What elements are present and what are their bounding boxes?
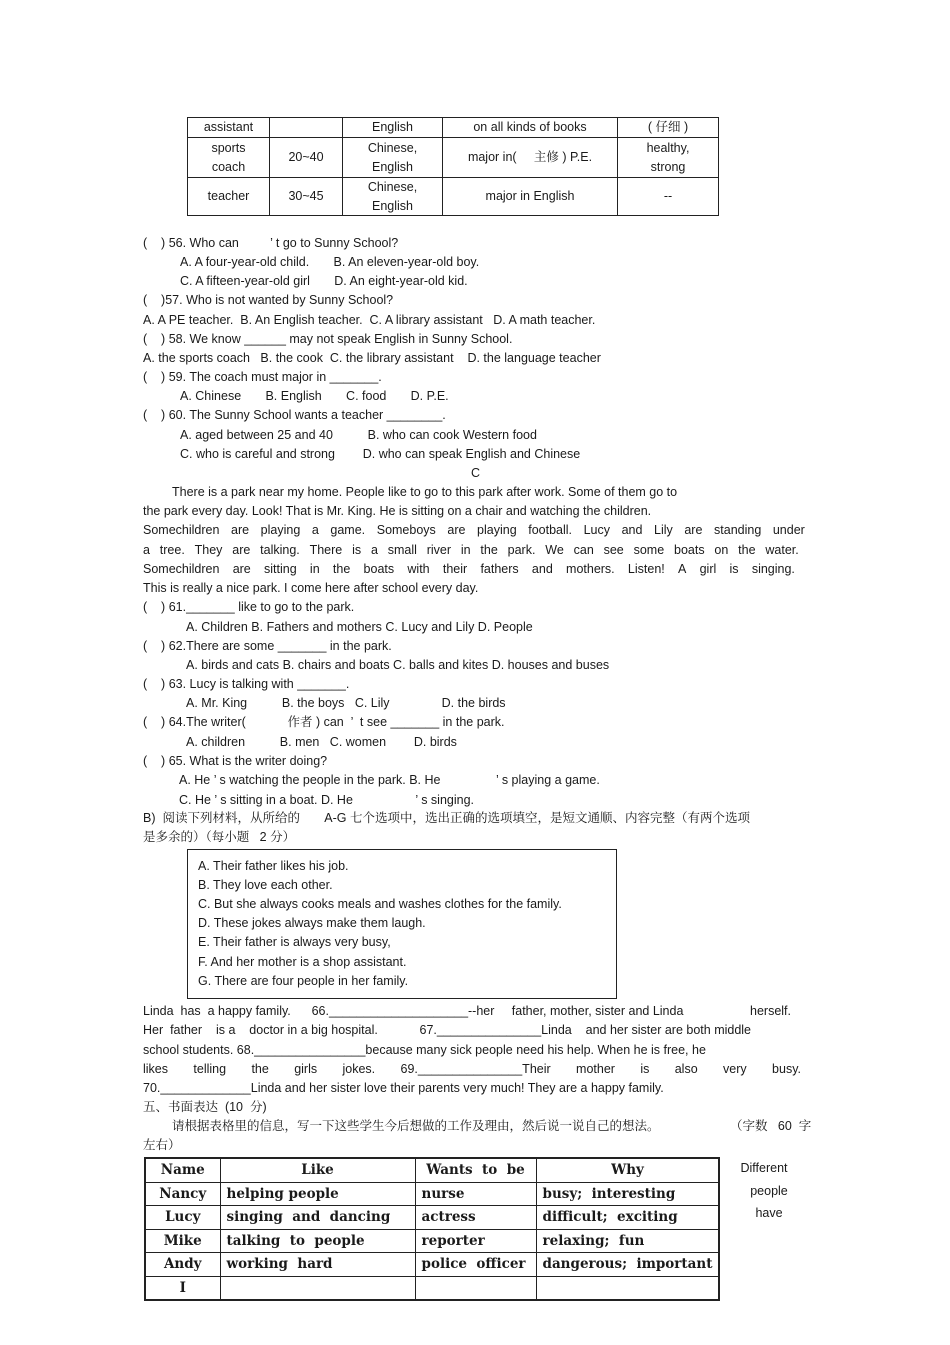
word: playing — [260, 523, 301, 537]
cell: Chinese, English — [343, 138, 443, 178]
word: and — [621, 523, 643, 537]
options-56-ab: A. A four-year-old child. B. An eleven-year-old boy. — [180, 255, 480, 269]
side-text: people — [750, 1184, 788, 1198]
table-row — [145, 1276, 719, 1300]
question-62: ( ) 62.There are some _______ in the park. — [143, 639, 392, 653]
why-cell: relaxing; fun — [536, 1229, 719, 1253]
options-64: A. children B. men C. women D. birds — [186, 735, 457, 749]
name-cell: Lucy — [145, 1206, 220, 1230]
word: They — [194, 543, 223, 557]
word: with — [407, 562, 430, 576]
header-wants: Wants to be — [415, 1158, 536, 1182]
options-63: A. Mr. King B. the boys C. Lily D. the birds — [186, 696, 506, 710]
cloze-instruction: B) 阅读下列材料，从所给的 A-G 七个选项中，选出正确的选项填空，是短文通顺、内容完整（有两个选项 — [143, 811, 750, 825]
table-header-row — [145, 1158, 719, 1182]
cloze-passage-line: Her father is a doctor in a big hospital. 67._______________Linda and her sister are both middle — [143, 1023, 752, 1037]
cell: healthy, strong — [618, 138, 719, 178]
word: We — [545, 543, 564, 557]
word: are — [684, 523, 703, 537]
options-60-ab: A. aged between 25 and 40 B. who can cook Western food — [180, 428, 537, 442]
passage-line-justified — [143, 560, 795, 579]
word: are — [231, 523, 250, 537]
word: mothers. — [566, 562, 615, 576]
cell: -- — [618, 178, 719, 216]
cloze-instruction: 是多余的）（每小题 2 分） — [143, 830, 296, 844]
word: the — [480, 543, 498, 557]
writing-instruction: 请根据表格里的信息，写一下这些学生今后想做的工作及理由，然后说一说自己的想法。 — [172, 1119, 660, 1133]
word: see — [603, 543, 624, 557]
word: river — [426, 543, 452, 557]
question-64: ( ) 64.The writer( 作者 ) can ’ t see _______ in the park. — [143, 715, 505, 729]
word: is — [729, 562, 739, 576]
word: standing — [714, 523, 762, 537]
question-65: ( ) 65. What is the writer doing? — [143, 754, 328, 768]
like-cell: singing and dancing — [220, 1206, 415, 1230]
cell: ( 仔细 ) — [618, 118, 719, 138]
cloze-option: G. There are four people in her family. — [198, 974, 409, 988]
jobs-row-teacher — [188, 178, 719, 216]
word: fathers — [480, 562, 519, 576]
word: are — [232, 562, 251, 576]
cloze-passage-line-justified — [143, 1060, 801, 1079]
word: is — [352, 543, 362, 557]
cell: 30~45 — [270, 178, 343, 216]
word: Somechildren — [143, 562, 220, 576]
word: likes — [143, 1062, 169, 1076]
writing-word-count: （字数 60 字 — [730, 1119, 812, 1133]
cell: 20~40 — [270, 138, 343, 178]
word: football. — [528, 523, 573, 537]
cell: on all kinds of books — [443, 118, 618, 138]
options-58: A. the sports coach B. the cook C. the library assistant D. the language teacher — [143, 351, 601, 365]
options-61: A. Children B. Fathers and mothers C. Lucy and Lily D. People — [186, 620, 533, 634]
side-text: Different — [740, 1161, 788, 1175]
word: in — [309, 562, 320, 576]
word: A — [678, 562, 687, 576]
word: busy. — [772, 1062, 801, 1076]
word: 69._______________Their — [400, 1062, 551, 1076]
header-why: Why — [536, 1158, 719, 1182]
name-cell: Andy — [145, 1253, 220, 1277]
word: There — [309, 543, 343, 557]
table-row — [145, 1229, 719, 1253]
word: park. — [507, 543, 536, 557]
word: and — [531, 562, 553, 576]
word: girl — [699, 562, 717, 576]
wants-cell: police officer — [415, 1253, 536, 1277]
cell: English — [343, 118, 443, 138]
cloze-passage-line: 70._____________Linda and her sister love their parents very much! They are a happy family. — [143, 1081, 664, 1095]
word: Linda has a happy family. 66.____________________--her father, mother, sister and Linda — [143, 1004, 684, 1018]
table-row — [145, 1253, 719, 1277]
like-cell: working hard — [220, 1253, 415, 1277]
table-row — [145, 1206, 719, 1230]
word: Someboys — [376, 523, 436, 537]
word: small — [387, 543, 417, 557]
word: mother — [576, 1062, 615, 1076]
word: the — [738, 543, 756, 557]
word: under — [772, 523, 805, 537]
wants-cell: actress — [415, 1206, 536, 1230]
passage-line: This is really a nice park. I come here after school every day. — [143, 581, 479, 595]
like-cell: talking to people — [220, 1229, 415, 1253]
name-cell: Mike — [145, 1229, 220, 1253]
word: boats — [363, 562, 395, 576]
word: are — [232, 543, 251, 557]
question-60: ( ) 60. The Sunny School wants a teacher ________. — [143, 408, 446, 422]
word: girls — [294, 1062, 318, 1076]
word: jokes. — [342, 1062, 376, 1076]
why-cell: difficult; exciting — [536, 1206, 719, 1230]
options-57: A. A PE teacher. B. An English teacher. C. A library assistant D. A math teacher. — [143, 313, 596, 327]
question-63: ( ) 63. Lucy is talking with _______. — [143, 677, 350, 691]
cloze-passage-line — [143, 1002, 791, 1021]
word: talking. — [260, 543, 300, 557]
cloze-option: A. Their father likes his job. — [198, 859, 349, 873]
word: are — [447, 523, 466, 537]
passage-line: There is a park near my home. People like to go to this park after work. Some of them go to — [172, 485, 678, 499]
passage-line-justified — [143, 541, 799, 560]
cell: major in English — [443, 178, 618, 216]
word: on — [714, 543, 729, 557]
options-56-cd: C. A fifteen-year-old girl D. An eight-year-old kid. — [180, 274, 468, 288]
word: telling — [193, 1062, 227, 1076]
word: game. — [330, 523, 366, 537]
wants-cell — [415, 1276, 536, 1300]
options-62: A. birds and cats B. chairs and boats C. balls and kites D. houses and buses — [186, 658, 610, 672]
word: the — [332, 562, 351, 576]
why-cell: dangerous; important — [536, 1253, 719, 1277]
word: a — [370, 543, 378, 557]
cell: assistant — [188, 118, 270, 138]
like-cell: helping people — [220, 1182, 415, 1206]
cloze-option: C. But she always cooks meals and washes clothes for the family. — [198, 897, 562, 911]
word: herself. — [750, 1004, 791, 1018]
cloze-option: B. They love each other. — [198, 878, 333, 892]
options-59: A. Chinese B. English C. food D. P.E. — [180, 389, 449, 403]
word: a — [143, 543, 150, 557]
cell: sports coach — [188, 138, 270, 178]
word: can — [573, 543, 594, 557]
table-row — [145, 1182, 719, 1206]
word: Lucy — [583, 523, 610, 537]
cell — [270, 118, 343, 138]
passage-line: the park every day. Look! That is Mr. King. He is sitting on a chair and watching the children. — [143, 504, 652, 518]
word: Lily — [654, 523, 673, 537]
word: the — [251, 1062, 269, 1076]
why-cell: busy; interesting — [536, 1182, 719, 1206]
cloze-option: E. Their father is always very busy, — [198, 935, 391, 949]
options-65-cd: C. He ’ s sitting in a boat. D. He ’ s singing. — [179, 793, 475, 807]
header-like: Like — [220, 1158, 415, 1182]
jobs-row-coach — [188, 138, 719, 178]
word: Somechildren — [143, 523, 220, 537]
word: in — [460, 543, 471, 557]
why-cell — [536, 1276, 719, 1300]
cloze-option: F. And her mother is a shop assistant. — [198, 955, 407, 969]
word: water. — [765, 543, 799, 557]
cloze-options-box — [187, 849, 617, 999]
word: is — [640, 1062, 650, 1076]
section-c-label: C — [471, 466, 481, 480]
cloze-passage-line: school students. 68.________________because many sick people need his help. When he is free, he — [143, 1043, 706, 1057]
question-58: ( ) 58. We know ______ may not speak English in Sunny School. — [143, 332, 513, 346]
word: a — [311, 523, 319, 537]
writing-instruction: 左右） — [143, 1138, 181, 1152]
writing-info-table — [144, 1157, 720, 1301]
jobs-table — [187, 117, 719, 216]
name-cell: I — [145, 1276, 220, 1300]
word: very — [723, 1062, 747, 1076]
header-name: Name — [145, 1158, 220, 1182]
question-59: ( ) 59. The coach must major in _______. — [143, 370, 382, 384]
word: Listen! — [627, 562, 665, 576]
question-57: ( )57. Who is not wanted by Sunny School? — [143, 293, 394, 307]
word: sitting — [264, 562, 297, 576]
wants-cell: reporter — [415, 1229, 536, 1253]
word: singing. — [751, 562, 795, 576]
writing-heading: 五、书面表达 (10 分) — [143, 1100, 267, 1114]
jobs-row-assistant — [188, 118, 719, 138]
question-56: ( ) 56. Who can ’ t go to Sunny School? — [143, 236, 399, 250]
word: their — [442, 562, 468, 576]
wants-cell: nurse — [415, 1182, 536, 1206]
word: boats — [674, 543, 705, 557]
like-cell — [220, 1276, 415, 1300]
cell: Chinese, English — [343, 178, 443, 216]
cell: teacher — [188, 178, 270, 216]
word: tree. — [159, 543, 185, 557]
cell: major in( 主修 ) P.E. — [443, 138, 618, 178]
word: also — [674, 1062, 698, 1076]
word: playing — [477, 523, 517, 537]
options-60-cd: C. who is careful and strong D. who can speak English and Chinese — [180, 447, 581, 461]
side-text: have — [755, 1206, 783, 1220]
name-cell: Nancy — [145, 1182, 220, 1206]
word: some — [633, 543, 665, 557]
options-65-ab: A. He ’ s watching the people in the park. B. He ’ s playing a game. — [179, 773, 600, 787]
question-61: ( ) 61._______ like to go to the park. — [143, 600, 355, 614]
passage-line-justified — [143, 521, 805, 540]
cloze-option: D. These jokes always make them laugh. — [198, 916, 426, 930]
